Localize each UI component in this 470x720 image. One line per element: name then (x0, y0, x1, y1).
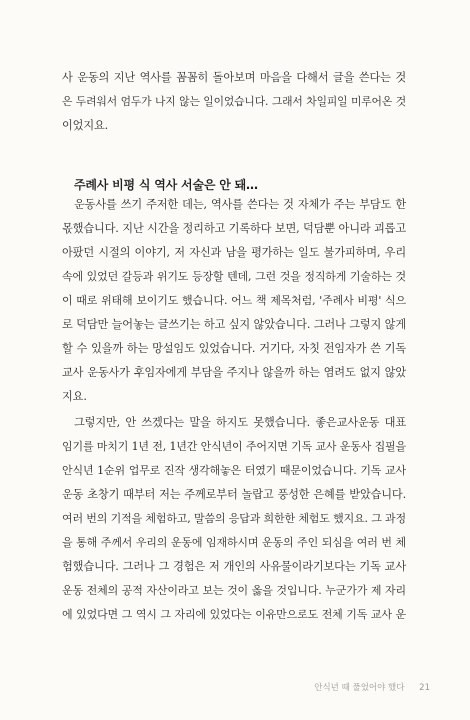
text-line: 을 통해 주께서 우리의 운동에 임재하시며 운동의 주인 되심을 여러 번 체 (62, 536, 406, 549)
text-line: 여러 번의 기적을 체험하고, 말씀의 응답과 희한한 체험도 했지요. 그 과정 (62, 512, 406, 525)
text-line: 안식년 1순위 업무로 진작 생각해놓은 터였기 때문이었습니다. 기독 교사 (62, 464, 406, 477)
text-line: 할 수 있을까 하는 망설임도 있었습니다. 거기다, 자칫 전임자가 쓴 기독 (62, 342, 406, 355)
text-line: 운동 전체의 공적 자산이라고 보는 것이 옳을 것입니다. 누군가가 제 자리 (62, 584, 406, 597)
page-footer (314, 681, 430, 693)
text-line: 임기를 마치기 1년 전, 1년간 안식년이 주어지면 기독 교사 운동사 집필을 (62, 440, 406, 453)
paragraph-hesitation (62, 193, 406, 409)
page-number: 21 (419, 683, 430, 693)
text-line: 운동사를 쓰기 주저한 데는, 역사를 쓴다는 것 자체가 주는 부담도 한 (74, 198, 406, 211)
text-line: 은 두려워서 엄두가 나지 않는 일이었습니다. 그래서 차일피일 미루어온 것 (62, 95, 406, 108)
text-line: 사 운동의 지난 역사를 꼼꼼히 돌아보며 마음을 다해서 글을 쓴다는 것 (62, 71, 406, 84)
text-line: 로 덕담만 늘어놓는 글쓰기는 하고 싶지 않았습니다. 그러나 그렇지 않게 (62, 318, 406, 331)
text-line: 그렇지만, 안 쓰겠다는 말을 하지도 못했습니다. 좋은교사운동 대표 (74, 416, 406, 429)
text-line: 속에 있었던 갈등과 위기도 등장할 텐데, 그런 것을 정직하게 기술하는 것 (62, 270, 406, 283)
text-line: 에 있었다면 그 역시 그 자리에 있었다는 이유만으로도 전체 기독 교사 운 (62, 608, 406, 621)
text-line: 험했습니다. 그러나 그 경험은 저 개인의 사유물이라기보다는 기독 교사 (62, 560, 406, 573)
text-line: 지요. (62, 390, 87, 403)
paragraph-nevertheless (62, 411, 406, 627)
section-heading: 주례사 비평 식 역사 서술은 안 돼… (74, 178, 258, 192)
text-line: 이었지요. (62, 119, 109, 132)
paragraph-intro (62, 66, 406, 138)
text-line: 이 때로 위태해 보이기도 했습니다. 어느 책 제목처럼, '주례사 비평' 식으 (62, 294, 406, 307)
text-line: 교사 운동사가 후임자에게 부담을 주지나 않을까 하는 염려도 없지 않았 (62, 366, 406, 379)
text-line: 아팠던 시절의 이야기, 저 자신과 남을 평가하는 일도 불가피하며, 우리 (62, 246, 406, 259)
text-line: 몫했습니다. 지난 시간을 정리하고 기록하다 보면, 덕담뿐 아니라 괴롭고 (62, 222, 406, 235)
running-title: 안식년 때 풀었어야 했다 (314, 683, 405, 693)
text-line: 운동 초창기 때부터 저는 주께로부터 놀랍고 풍성한 은혜를 받았습니다. (62, 488, 406, 501)
